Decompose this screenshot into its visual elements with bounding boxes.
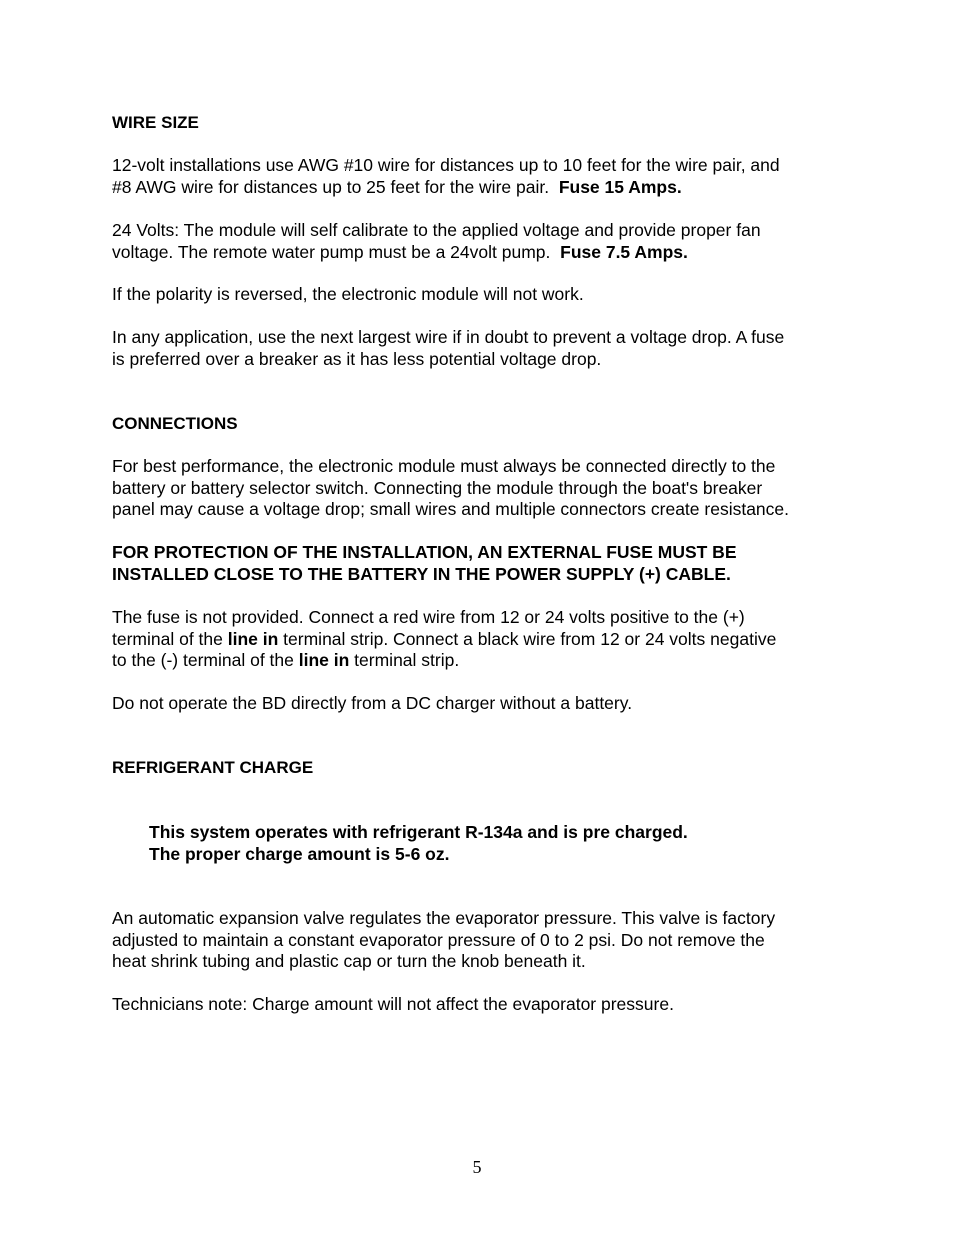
wire-size-paragraph-2 (112, 220, 852, 263)
text-line: FOR PROTECTION OF THE INSTALLATION, AN EXTERNAL FUSE MUST BE (112, 542, 737, 562)
text-run: to the (-) terminal of the (112, 650, 299, 670)
wire-size-paragraph-1 (112, 155, 852, 198)
text-run: #8 AWG wire for distances up to 25 feet for the wire pair. (112, 176, 550, 197)
refrigerant-paragraph-2: Technicians note: Charge amount will not affect the evaporator pressure. (112, 994, 674, 1014)
text-line: battery or battery selector switch. Connecting the module through the boat's breaker (112, 477, 763, 498)
section-heading-connections: CONNECTIONS (112, 414, 238, 433)
text-line: The proper charge amount is 5-6 oz. (149, 843, 450, 864)
fuse-rating: Fuse 7.5 Amps. (560, 241, 688, 262)
text-line: 12-volt installations use AWG #10 wire for distances up to 10 feet for the wire pair, and (112, 155, 780, 175)
connections-paragraph-3: Do not operate the BD directly from a DC charger without a battery. (112, 693, 633, 713)
fuse-rating: Fuse 15 Amps. (558, 176, 682, 197)
text-line (112, 242, 852, 264)
text-line: panel may cause a voltage drop; small wires and multiple connectors create resistance. (112, 499, 790, 519)
refrigerant-note (149, 822, 889, 865)
refrigerant-paragraph-1 (112, 908, 852, 973)
emphasis-line-in: line in (298, 650, 350, 670)
text-line (112, 177, 852, 199)
text-line (112, 629, 852, 651)
text-line: heat shrink tubing and plastic cap or turn the knob beneath it. (112, 951, 586, 971)
text-line: In any application, use the next largest wire if in doubt to prevent a voltage drop. A fuse (112, 327, 785, 347)
document-page (112, 0, 852, 1235)
section-heading-refrigerant-charge: REFRIGERANT CHARGE (112, 758, 314, 777)
section-heading-wire-size: WIRE SIZE (112, 113, 199, 132)
text-line: is preferred over a breaker as it has less potential voltage drop. (112, 348, 602, 369)
wire-size-paragraph-4 (112, 327, 852, 370)
text-run: terminal strip. (349, 650, 460, 670)
text-line: adjusted to maintain a constant evaporator pressure of 0 to 2 psi. Do not remove the (112, 929, 765, 950)
page-number: 5 (472, 1157, 482, 1177)
text-run: terminal strip. Connect a black wire from 12 or 24 volts negative (278, 628, 777, 649)
emphasis-line-in: line in (227, 628, 279, 649)
text-line: The fuse is not provided. Connect a red wire from 12 or 24 volts positive to the (+) (112, 607, 745, 627)
text-line: This system operates with refrigerant R-134a and is pre charged. (149, 822, 688, 842)
connections-paragraph-2 (112, 607, 852, 672)
text-line: An automatic expansion valve regulates the evaporator pressure. This valve is factory (112, 908, 776, 928)
text-line: 24 Volts: The module will self calibrate to the applied voltage and provide proper fan (112, 220, 761, 240)
text-line: INSTALLED CLOSE TO THE BATTERY IN THE POWER SUPPLY (+) CABLE. (112, 563, 731, 584)
wire-size-paragraph-3: If the polarity is reversed, the electronic module will not work. (112, 284, 584, 304)
connections-paragraph-1 (112, 456, 852, 521)
text-run: voltage. The remote water pump must be a 24volt pump. (112, 241, 551, 262)
text-line (112, 650, 852, 672)
text-run: terminal of the (112, 628, 228, 649)
connections-warning (112, 542, 852, 585)
text-line: For best performance, the electronic module must always be connected directly to the (112, 456, 776, 476)
